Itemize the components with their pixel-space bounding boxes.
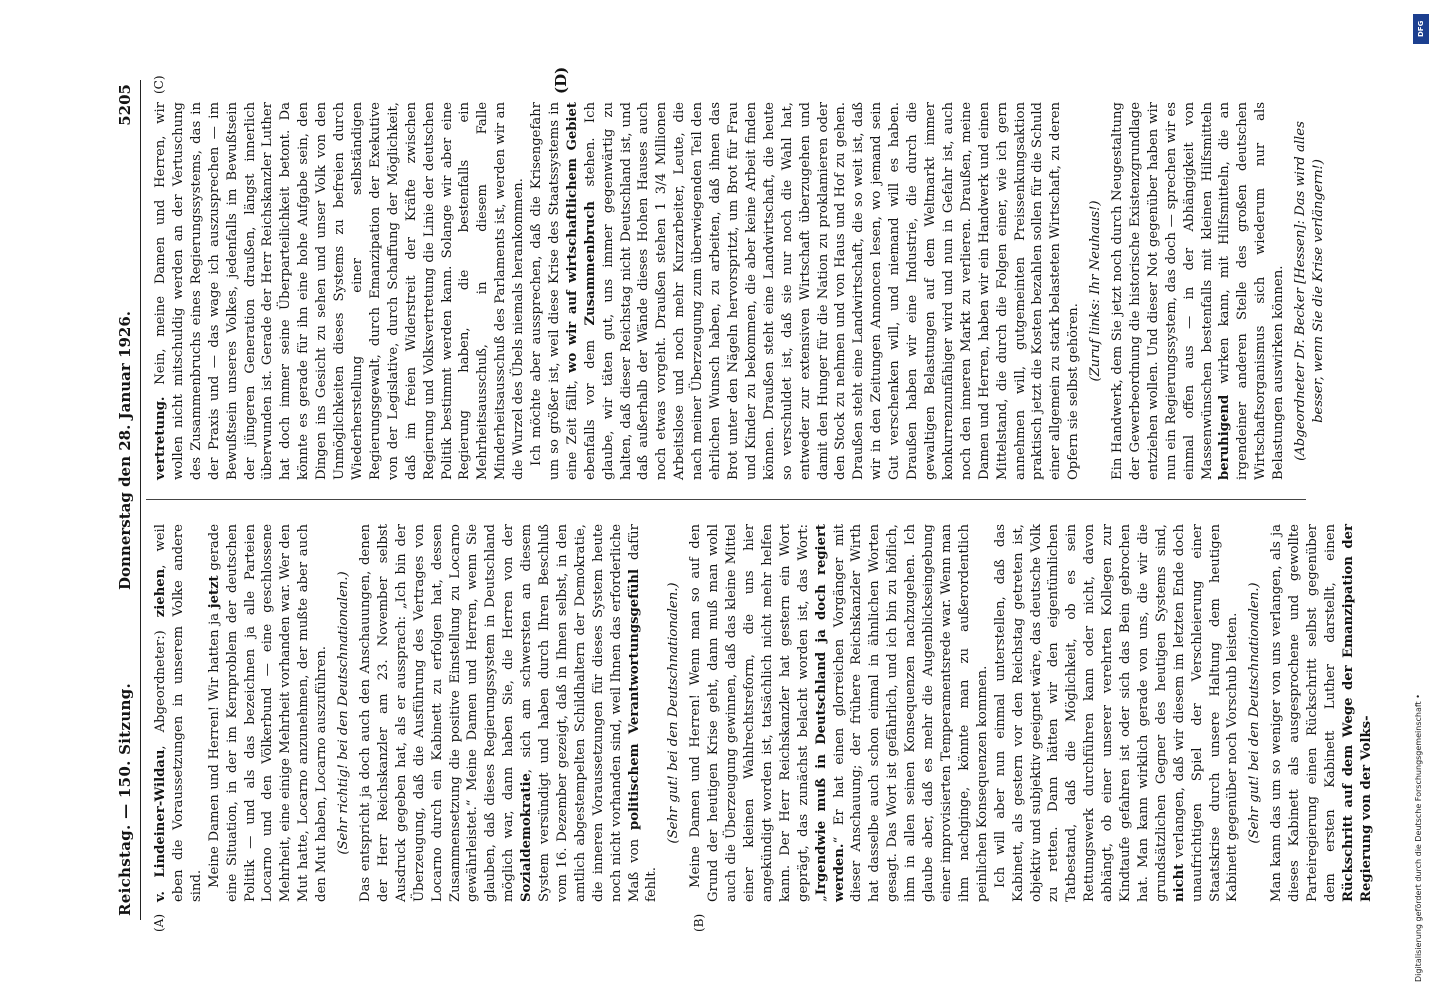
left-text-column [152, 524, 1376, 902]
left-paragraph: Ich will aber nun einmal unterstellen, daß das Kabinett, als gestern vor den Reichstag getreten ist, objektiv und subjektiv geeignet wäre, das deutsche Volk zu retten. Dann hätten wir den eigentümlichen Tatbestand, daß die Möglichkeit, ob es sein Rettungswerk durchführen kann oder nicht, davon abhängt, ob einer unserer verehrten Kollegen zur Kindtaufe gefahren ist oder sich das Bein gebrochen hat. Man kann wirklich gerade von uns, die wir die grundsätzlichen Gegner des heutigen Systems sind, nicht verlangen, daß wir diesem im letzten Ende doch unaufrichtigen Spiel der Verschleierung einer Staatskrise durch unsere Haltung dem heutigen Kabinett gegenüber noch Vorschub leisten. [992, 524, 1241, 902]
left-paragraph: Das entspricht ja doch auch den Anschauungen, denen der Herr Reichskanzler am 23. November selbst Ausdruck gegeben hat, als er aussprach: „Ich bin der Überzeugung, daß die Ausführung des Vertrages von Locarno durch ein Kabinett zu erfolgen hat, dessen Zusammensetzung die positive Einstellung zu Locarno gewährleistet.“ Meine Damen und Herren, wenn Sie glauben, daß dieses Regierungssystem in Deutschland möglich war, dann haben Sie, die Herren von der Sozialdemokratie, sich am schwersten an diesem System versündigt und haben durch Ihren Beschluß vom 16. Dezember gezeigt, daß in Ihnen selbst, in den amtlich abgestempelten Schildhaltern der Demokratie, die inneren Voraussetzungen für dieses System heute noch nicht vorhanden sind, weil Ihnen das erforderliche Maß von politischem Verantwortungsgefühl dafür fehlt. [357, 524, 660, 902]
right-text-column [152, 102, 1332, 480]
header-rule [140, 80, 141, 920]
margin-marker-a: (A) [152, 913, 166, 932]
right-paragraph: vertretung. Nein, meine Damen und Herren, wir wollen nicht mitschuldig werden an der Vertuschung des Zusammenbruchs eines Regierungssystems, das in der Praxis und — das wage ich auszusprechen — im Bewußtsein unseres Volkes, jedenfalls im Bewußtsein der jüngeren Generation draußen, längst innerlich überwunden ist. Gerade der Herr Reichskanzler Luther hat doch immer seine Überparteilichkeit betont. Da könnte es gerade für ihn eine hohe Aufgabe sein, den Dingen ins Gesicht zu sehen und unser Volk von den Unmöglichkeiten dieses Systems zu befreien durch Wiederherstellung einer selbständigen Regierungsgewalt, durch Emanzipation der Exekutive von der Legislative, durch Schaffung der Möglichkeit, daß im freien Widerstreit der Kräfte zwischen Regierung und Volksvertretung die Linie der deutschen Politik bestimmt werden kann. Solange wir aber eine Regierung haben, die bestenfalls ein Mehrheitsausschuß, in diesem Falle Minderheitsausschuß des Parlaments ist, werden wir an die Wurzel des Übels niemals herankommen. [153, 102, 527, 480]
right-paragraph: (Abgeordneter Dr. Becker [Hessen]: Das wird alles besser, wenn Sie die Krise verlängern!) [1293, 121, 1326, 461]
left-paragraph: (Sehr gut! bei den Deutschnationalen.) [1247, 582, 1263, 844]
page-number: 5205 [116, 84, 134, 126]
right-paragraph: Ein Handwerk, dem Sie jetzt noch durch Neugestaltung der Gewerbeordnung die historische Existenzgrundlage entziehen wollen. Und dieser Not gegenüber haben wir nun ein Regierungssystem, das doch — sprechen wir es einmal offen aus — in der Abhängigkeit von Massenwünschen bestenfalls mit kleinen Hilfsmitteln beruhigend wirken kann, mit Hilfsmitteln, die an irgendeiner anderen Stelle des großen deutschen Wirtschaftsorganismus sich wiederum nur als Belastungen auswirken können. [1110, 102, 1287, 480]
left-paragraph: Man kann das um so weniger von uns verlangen, als ja dieses Kabinett als ausgesprochene und gewollte Parteiregierung einen Rückschritt selbst gegenüber dem ersten Kabinett Luther darstellt, einen Rückschritt auf dem Wege der Emanzipation der Regierung von der Volks- [1269, 524, 1374, 902]
digitization-credit: Digitalisierung gefördert durch die Deutsche Forschungsgemeinschaft • [1414, 694, 1423, 982]
right-paragraph: Ich möchte aber aussprechen, daß die Krisengefahr um so größer ist, weil diese Krise des Staatssystems in eine Zeit fällt, wo wir auf wirtschaftlichem Gebiet ebenfalls vor dem Zusammenbruch stehen. Ich glaube, wir täten gut, uns immer gegenwärtig zu halten, daß dieser Reichstag nicht Deutschland ist, und daß außerhalb der Wände dieses Hohen Hauses auch noch etwas vorgeht. Draußen stehen 1 3/4 Millionen Arbeitslose und noch mehr Kurzarbeiter, Leute, die nach meiner Überzeugung zum überwiegenden Teil den ehrlichen Wunsch haben, zu arbeiten, daß ihnen das Brot unter den Nägeln hervorspritzt, um Brot für Frau und Kinder zu bekommen, die aber keine Arbeit finden können. Draußen steht eine Landwirtschaft, die heute so verschuldet ist, daß sie nur noch die Wahl hat, entweder zur extensiven Wirtschaft überzugehen und damit den Hunger für die Nation zu proklamieren oder den Stock zu nehmen und von Haus und Hof zu gehen. Draußen steht eine Landwirtschaft, die so weit ist, daß wir in den Zeitungen Annoncen lesen, wo jemand sein Gut verschenken will, und niemand will es haben. Draußen haben wir eine Industrie, die durch die gewaltigen Belastungen auf dem Weltmarkt immer konkurrenzunfähiger wird und nun in Gefahr ist, auch noch den inneren Markt zu verlieren. Draußen, meine Damen und Herren, haben wir ein Handwerk und einen Mittelstand, die durch die Folgen einer, wie ich gern annehmen will, gutgemeinten Preissenkungsaktion praktisch jetzt die Kosten bezahlen sollen für die Schuld einer allgemein zu stark belasteten Wirtschaft, zu deren Opfern sie selbst gehören. [529, 101, 1082, 480]
dfg-logo: DFG [1413, 14, 1429, 44]
right-paragraph: (Zuruf links: Ihr Neuhaus!) [1088, 200, 1104, 382]
left-paragraph: Meine Damen und Herren! Wir hatten ja jetzt gerade eine Situation, in der im Kernproblem der deutschen Politik — und als das bezeichnen ja alle Parteien Locarno und den Völkerbund — eine geschlossene Mehrheit, eine einige Mehrheit vorhanden war. Wer den Mut hatte, Locarno anzunehmen, der mußte aber auch den Mut haben, Locarno auszuführen. [206, 524, 330, 902]
left-paragraph: v. Lindeiner-Wildau, Abgeordneter:) ziehen, weil eben die Voraussetzungen in unserem Volke andere sind. [153, 524, 204, 902]
sidebar-credit [1410, 12, 1432, 982]
left-paragraph: Meine Damen und Herren! Wenn man so auf den Grund der heutigen Krise geht, dann muß man wohl auch die Überzeugung gewinnen, daß das kleine Mittel einer kleinen Wahlrechtsreform, die uns hier angekündigt worden ist, tatsächlich nicht mehr helfen kann. Der Herr Reichskanzler hat gestern ein Wort geprägt, das zunächst belacht worden ist, das Wort: „Irgendwie muß in Deutschland ja doch regiert werden.“ Er hat einen glorreichen Vorgänger mit dieser Anschauung; der frühere Reichskanzler Wirth hat dasselbe auch schon einmal in ähnlichen Worten gesagt. Das Wort ist gefährlich, und ich bin zu höflich, ihm in allen seinen Konsequenzen nachzugehen. Ich glaube aber, daß es mehr die Augenblickseingebung einer improvisierten Temperamentsrede war. Wenn man ihm nachginge, könnte man zu außerordentlich peinlichen Konsequenzen kommen. [688, 524, 990, 902]
header-left: Reichstag. — 150. Sitzung. [116, 682, 134, 916]
rotated-page-content [112, 66, 1374, 932]
running-header [112, 80, 138, 920]
margin-marker-d: (D) [552, 66, 570, 94]
left-paragraph: (Sehr richtig! bei den Deutschnationalen.) [336, 571, 352, 855]
margin-marker-c: (C) [152, 75, 166, 94]
left-paragraph: (Sehr gut! bei den Deutschnationalen.) [666, 582, 682, 844]
header-date: Donnerstag den 28. Januar 1926. [116, 311, 134, 590]
column-divider [146, 499, 1306, 500]
margin-marker-b: (B) [692, 913, 706, 932]
